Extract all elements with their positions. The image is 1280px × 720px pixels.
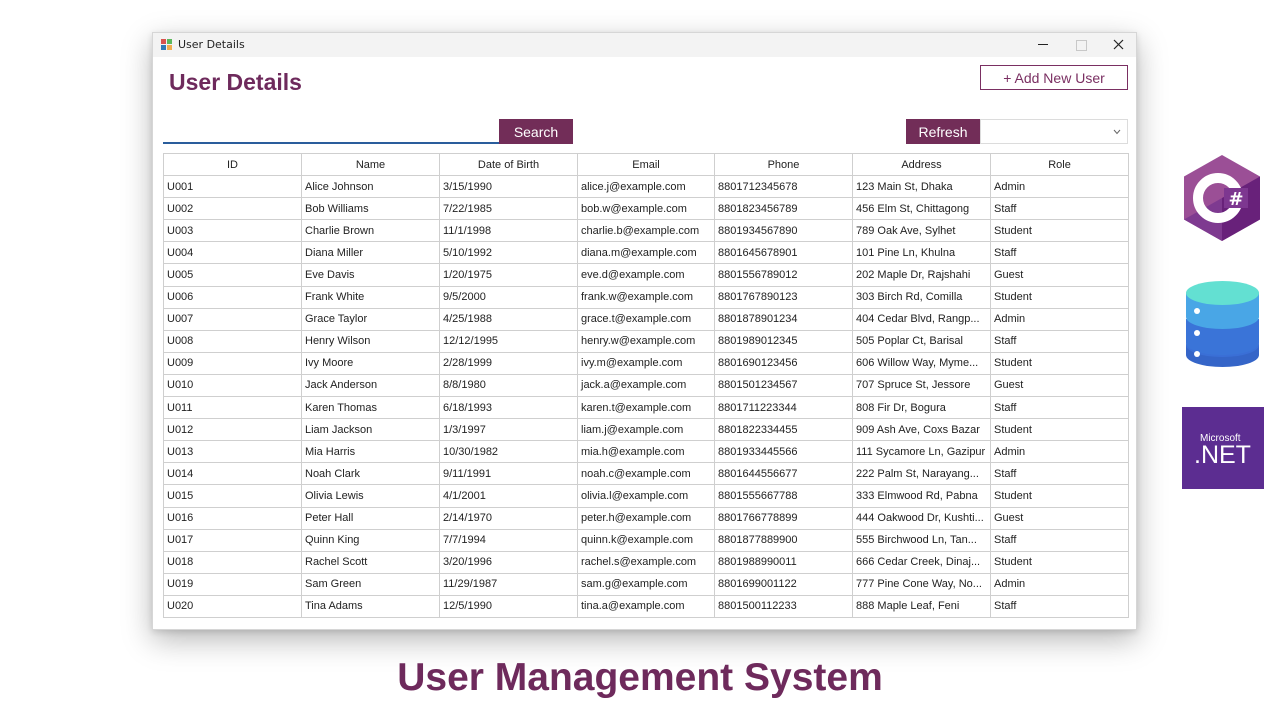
chevron-down-icon (1113, 129, 1121, 135)
refresh-button[interactable]: Refresh (906, 119, 980, 144)
cell-name[interactable]: Mia Harris (302, 441, 440, 463)
column-header-dob[interactable]: Date of Birth (440, 154, 578, 176)
cell-role[interactable]: Staff (991, 595, 1129, 617)
cell-dob[interactable]: 11/29/1987 (440, 573, 578, 595)
table-row[interactable] (164, 573, 1129, 595)
column-header-name[interactable]: Name (302, 154, 440, 176)
cell-name[interactable]: Liam Jackson (302, 419, 440, 441)
cell-id[interactable]: U004 (164, 242, 302, 264)
cell-address[interactable]: 909 Ash Ave, Coxs Bazar (853, 419, 991, 441)
cell-role[interactable]: Admin (991, 308, 1129, 330)
cell-role[interactable]: Staff (991, 397, 1129, 419)
cell-phone[interactable]: 8801877889900 (715, 529, 853, 551)
table-row[interactable] (164, 397, 1129, 419)
cell-dob[interactable]: 7/7/1994 (440, 529, 578, 551)
user-table[interactable] (163, 153, 1129, 618)
cell-name[interactable]: Peter Hall (302, 507, 440, 529)
cell-email[interactable]: olivia.l@example.com (578, 485, 715, 507)
cell-id[interactable]: U011 (164, 397, 302, 419)
cell-role[interactable]: Admin (991, 573, 1129, 595)
cell-dob[interactable]: 11/1/1998 (440, 220, 578, 242)
cell-name[interactable]: Noah Clark (302, 463, 440, 485)
table-row[interactable] (164, 352, 1129, 374)
table-row[interactable] (164, 507, 1129, 529)
cell-phone[interactable]: 8801644556677 (715, 463, 853, 485)
search-input[interactable] (163, 119, 499, 144)
cell-email[interactable]: noah.c@example.com (578, 463, 715, 485)
app-window (152, 32, 1137, 630)
cell-email[interactable]: eve.d@example.com (578, 264, 715, 286)
cell-address[interactable]: 202 Maple Dr, Rajshahi (853, 264, 991, 286)
cell-phone[interactable]: 8801989012345 (715, 330, 853, 352)
cell-phone[interactable]: 8801711223344 (715, 397, 853, 419)
cell-id[interactable]: U013 (164, 441, 302, 463)
cell-id[interactable]: U007 (164, 308, 302, 330)
cell-role[interactable]: Guest (991, 374, 1129, 396)
cell-role[interactable]: Student (991, 220, 1129, 242)
cell-email[interactable]: ivy.m@example.com (578, 352, 715, 374)
cell-email[interactable]: jack.a@example.com (578, 374, 715, 396)
cell-role[interactable]: Staff (991, 242, 1129, 264)
table-row[interactable] (164, 286, 1129, 308)
table-row[interactable] (164, 198, 1129, 220)
cell-name[interactable]: Olivia Lewis (302, 485, 440, 507)
column-header-id[interactable]: ID (164, 154, 302, 176)
cell-address[interactable]: 444 Oakwood Dr, Kushti... (853, 507, 991, 529)
cell-name[interactable]: Bob Williams (302, 198, 440, 220)
title-bar (153, 33, 1136, 57)
cell-role[interactable]: Student (991, 485, 1129, 507)
dotnet-logo-small-text: Microsoft (1200, 433, 1241, 444)
maximize-button[interactable] (1063, 33, 1099, 57)
cell-phone[interactable]: 8801555667788 (715, 485, 853, 507)
cell-address[interactable]: 777 Pine Cone Way, No... (853, 573, 991, 595)
column-header-role[interactable]: Role (991, 154, 1129, 176)
cell-id[interactable]: U017 (164, 529, 302, 551)
cell-address[interactable]: 303 Birch Rd, Comilla (853, 286, 991, 308)
cell-name[interactable]: Grace Taylor (302, 308, 440, 330)
cell-name[interactable]: Quinn King (302, 529, 440, 551)
cell-role[interactable]: Admin (991, 176, 1129, 198)
dotnet-logo-icon (1182, 407, 1264, 489)
table-row[interactable] (164, 374, 1129, 396)
cell-address[interactable]: 111 Sycamore Ln, Gazipur (853, 441, 991, 463)
table-row[interactable] (164, 551, 1129, 573)
table-row[interactable] (164, 330, 1129, 352)
csharp-logo-icon (1184, 155, 1260, 241)
cell-phone[interactable]: 8801645678901 (715, 242, 853, 264)
cell-email[interactable]: sam.g@example.com (578, 573, 715, 595)
table-row[interactable] (164, 242, 1129, 264)
close-button[interactable] (1101, 33, 1137, 57)
cell-email[interactable]: charlie.b@example.com (578, 220, 715, 242)
cell-phone[interactable]: 8801500112233 (715, 595, 853, 617)
cell-role[interactable]: Student (991, 551, 1129, 573)
cell-address[interactable]: 888 Maple Leaf, Feni (853, 595, 991, 617)
cell-phone[interactable]: 8801878901234 (715, 308, 853, 330)
app-icon (161, 39, 173, 50)
cell-email[interactable]: diana.m@example.com (578, 242, 715, 264)
cell-address[interactable]: 606 Willow Way, Myme... (853, 352, 991, 374)
cell-address[interactable]: 808 Fir Dr, Bogura (853, 397, 991, 419)
cell-id[interactable]: U018 (164, 551, 302, 573)
cell-dob[interactable]: 2/14/1970 (440, 507, 578, 529)
cell-email[interactable]: karen.t@example.com (578, 397, 715, 419)
cell-dob[interactable]: 3/20/1996 (440, 551, 578, 573)
cell-id[interactable]: U008 (164, 330, 302, 352)
cell-id[interactable]: U006 (164, 286, 302, 308)
cell-name[interactable]: Ivy Moore (302, 352, 440, 374)
cell-id[interactable]: U020 (164, 595, 302, 617)
cell-email[interactable]: tina.a@example.com (578, 595, 715, 617)
minimize-button[interactable] (1025, 33, 1061, 57)
database-icon (1186, 279, 1259, 369)
cell-address[interactable]: 333 Elmwood Rd, Pabna (853, 485, 991, 507)
cell-address[interactable]: 101 Pine Ln, Khulna (853, 242, 991, 264)
cell-phone[interactable]: 8801934567890 (715, 220, 853, 242)
cell-address[interactable]: 505 Poplar Ct, Barisal (853, 330, 991, 352)
cell-email[interactable]: liam.j@example.com (578, 419, 715, 441)
svg-text:#: # (1228, 189, 1244, 210)
dotnet-logo-big-text: .NET (1194, 441, 1251, 469)
cell-address[interactable]: 404 Cedar Blvd, Rangp... (853, 308, 991, 330)
cell-phone[interactable]: 8801822334455 (715, 419, 853, 441)
cell-dob[interactable]: 5/10/1992 (440, 242, 578, 264)
cell-dob[interactable]: 1/20/1975 (440, 264, 578, 286)
cell-id[interactable]: U005 (164, 264, 302, 286)
cell-id[interactable]: U001 (164, 176, 302, 198)
cell-email[interactable]: quinn.k@example.com (578, 529, 715, 551)
table-row[interactable] (164, 529, 1129, 551)
window-title: User Details (178, 38, 245, 51)
cell-address[interactable]: 222 Palm St, Narayang... (853, 463, 991, 485)
cell-dob[interactable]: 9/11/1991 (440, 463, 578, 485)
cell-role[interactable]: Guest (991, 507, 1129, 529)
cell-email[interactable]: henry.w@example.com (578, 330, 715, 352)
cell-address[interactable]: 666 Cedar Creek, Dinaj... (853, 551, 991, 573)
cell-phone[interactable]: 8801988990011 (715, 551, 853, 573)
table-header-row (164, 154, 1129, 176)
cell-phone[interactable]: 8801766778899 (715, 507, 853, 529)
cell-address[interactable]: 123 Main St, Dhaka (853, 176, 991, 198)
cell-dob[interactable]: 6/18/1993 (440, 397, 578, 419)
cell-role[interactable]: Staff (991, 198, 1129, 220)
cell-phone[interactable]: 8801699001122 (715, 573, 853, 595)
cell-role[interactable]: Staff (991, 463, 1129, 485)
cell-name[interactable]: Eve Davis (302, 264, 440, 286)
column-header-address[interactable]: Address (853, 154, 991, 176)
cell-id[interactable]: U009 (164, 352, 302, 374)
table-row[interactable] (164, 485, 1129, 507)
cell-name[interactable]: Charlie Brown (302, 220, 440, 242)
table-row[interactable] (164, 220, 1129, 242)
cell-name[interactable]: Karen Thomas (302, 397, 440, 419)
cell-dob[interactable]: 3/15/1990 (440, 176, 578, 198)
cell-dob[interactable]: 1/3/1997 (440, 419, 578, 441)
cell-dob[interactable]: 2/28/1999 (440, 352, 578, 374)
cell-id[interactable]: U019 (164, 573, 302, 595)
close-icon (1113, 39, 1124, 50)
cell-dob[interactable]: 12/5/1990 (440, 595, 578, 617)
column-header-email[interactable]: Email (578, 154, 715, 176)
cell-name[interactable]: Henry Wilson (302, 330, 440, 352)
cell-id[interactable]: U014 (164, 463, 302, 485)
cell-role[interactable]: Student (991, 352, 1129, 374)
column-header-phone[interactable]: Phone (715, 154, 853, 176)
cell-name[interactable]: Diana Miller (302, 242, 440, 264)
add-new-user-button[interactable]: + Add New User (980, 65, 1128, 90)
cell-phone[interactable]: 8801501234567 (715, 374, 853, 396)
table-row[interactable] (164, 441, 1129, 463)
table-row[interactable] (164, 463, 1129, 485)
cell-id[interactable]: U012 (164, 419, 302, 441)
table-row[interactable] (164, 264, 1129, 286)
cell-dob[interactable]: 4/1/2001 (440, 485, 578, 507)
cell-dob[interactable]: 9/5/2000 (440, 286, 578, 308)
footer-title: User Management System (397, 656, 883, 699)
cell-email[interactable]: grace.t@example.com (578, 308, 715, 330)
cell-phone[interactable]: 8801767890123 (715, 286, 853, 308)
cell-phone[interactable]: 8801823456789 (715, 198, 853, 220)
cell-name[interactable]: Alice Johnson (302, 176, 440, 198)
table-row[interactable] (164, 176, 1129, 198)
cell-name[interactable]: Tina Adams (302, 595, 440, 617)
cell-role[interactable]: Staff (991, 529, 1129, 551)
cell-address[interactable]: 789 Oak Ave, Sylhet (853, 220, 991, 242)
table-row[interactable] (164, 308, 1129, 330)
cell-name[interactable]: Rachel Scott (302, 551, 440, 573)
cell-id[interactable]: U010 (164, 374, 302, 396)
cell-name[interactable]: Frank White (302, 286, 440, 308)
cell-dob[interactable]: 7/22/1985 (440, 198, 578, 220)
cell-email[interactable]: rachel.s@example.com (578, 551, 715, 573)
cell-phone[interactable]: 8801933445566 (715, 441, 853, 463)
cell-address[interactable]: 456 Elm St, Chittagong (853, 198, 991, 220)
cell-id[interactable]: U002 (164, 198, 302, 220)
cell-role[interactable]: Admin (991, 441, 1129, 463)
table-row[interactable] (164, 419, 1129, 441)
cell-email[interactable]: bob.w@example.com (578, 198, 715, 220)
table-body (164, 176, 1129, 618)
cell-dob[interactable]: 10/30/1982 (440, 441, 578, 463)
cell-email[interactable]: alice.j@example.com (578, 176, 715, 198)
cell-role[interactable]: Guest (991, 264, 1129, 286)
cell-dob[interactable]: 12/12/1995 (440, 330, 578, 352)
page-title: User Details (169, 69, 302, 95)
cell-phone[interactable]: 8801556789012 (715, 264, 853, 286)
cell-role[interactable]: Staff (991, 330, 1129, 352)
cell-phone[interactable]: 8801690123456 (715, 352, 853, 374)
cell-role[interactable]: Student (991, 419, 1129, 441)
role-filter-dropdown[interactable] (980, 119, 1128, 144)
cell-name[interactable]: Sam Green (302, 573, 440, 595)
cell-id[interactable]: U003 (164, 220, 302, 242)
cell-dob[interactable]: 4/25/1988 (440, 308, 578, 330)
cell-address[interactable]: 707 Spruce St, Jessore (853, 374, 991, 396)
cell-email[interactable]: frank.w@example.com (578, 286, 715, 308)
cell-dob[interactable]: 8/8/1980 (440, 374, 578, 396)
cell-id[interactable]: U016 (164, 507, 302, 529)
search-button[interactable]: Search (499, 119, 573, 144)
cell-role[interactable]: Student (991, 286, 1129, 308)
cell-name[interactable]: Jack Anderson (302, 374, 440, 396)
cell-email[interactable]: mia.h@example.com (578, 441, 715, 463)
cell-address[interactable]: 555 Birchwood Ln, Tan... (853, 529, 991, 551)
cell-phone[interactable]: 8801712345678 (715, 176, 853, 198)
table-row[interactable] (164, 595, 1129, 617)
cell-email[interactable]: peter.h@example.com (578, 507, 715, 529)
cell-id[interactable]: U015 (164, 485, 302, 507)
